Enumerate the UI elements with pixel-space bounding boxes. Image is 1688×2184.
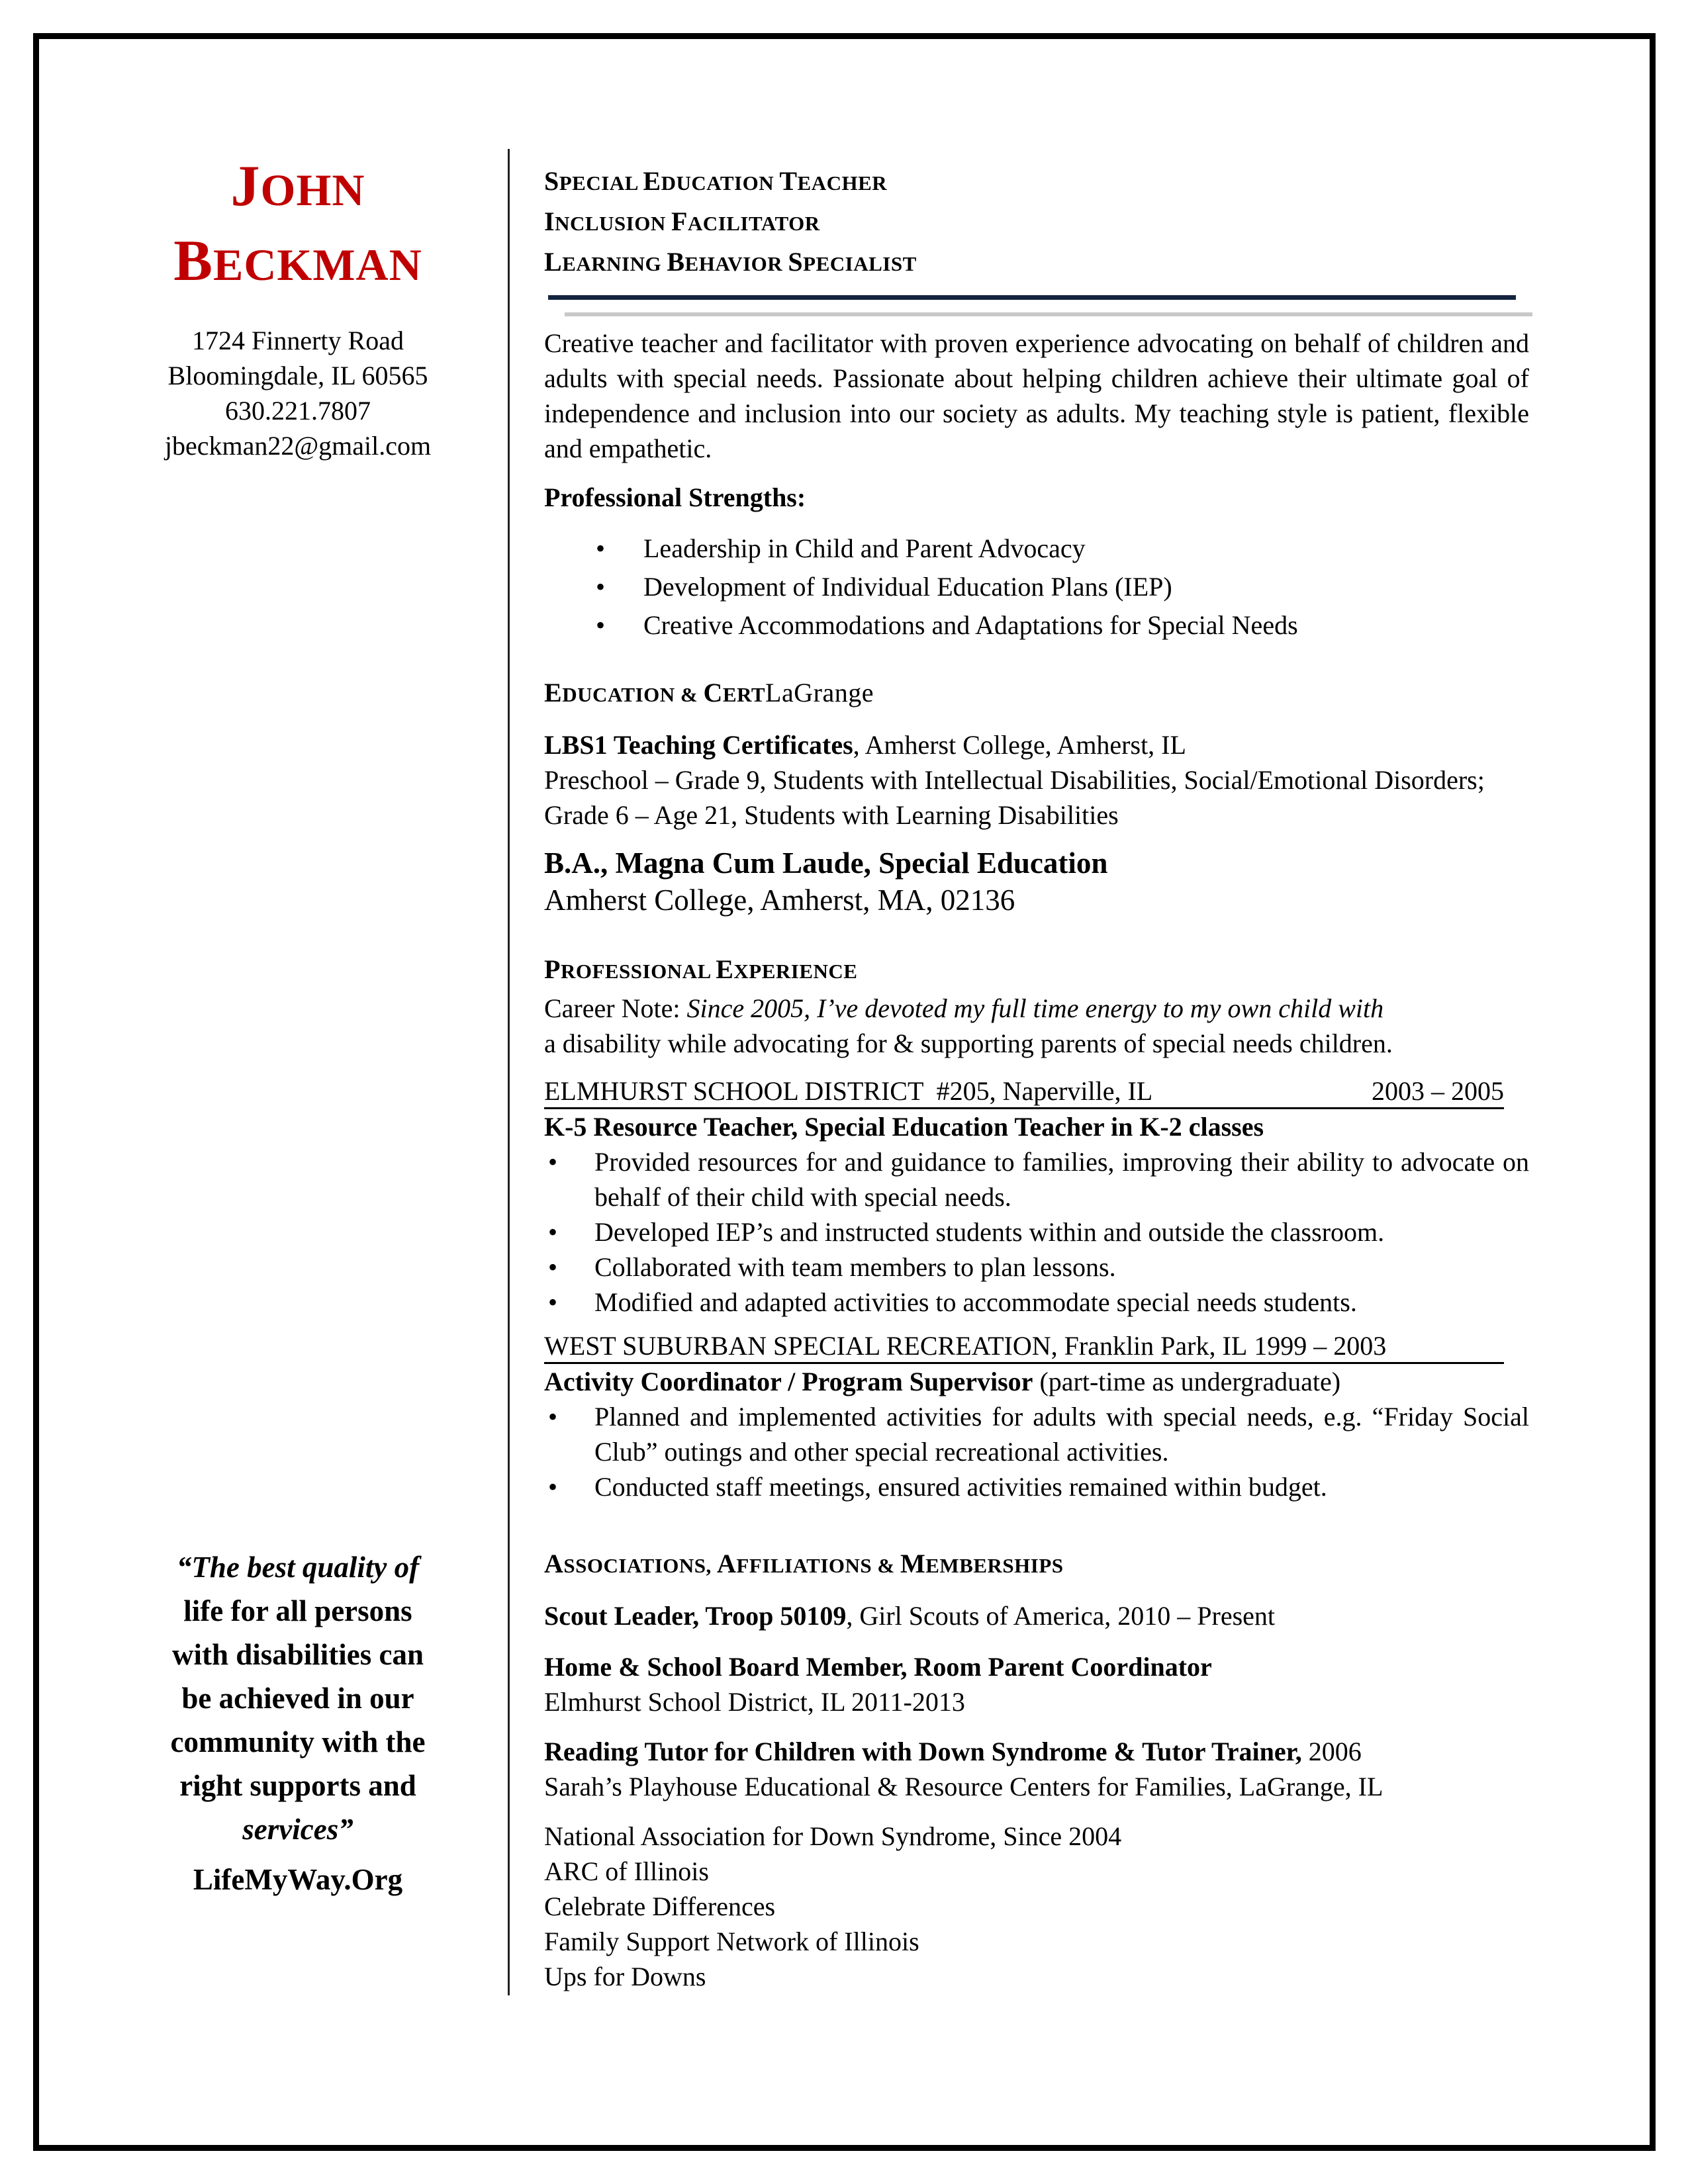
- list-item: • Provided resources for and guidance to families, improving their ability to advocate on behalf of their child with special needs.: [544, 1144, 1529, 1214]
- career-note: Career Note: Since 2005, I’ve devoted my full time energy to my own child with: [544, 993, 1384, 1023]
- quote-line: be achieved in our: [181, 1682, 414, 1715]
- quote-line: services”: [242, 1813, 353, 1846]
- membership-item: ARC of Illinois: [544, 1856, 709, 1886]
- position-title: K-5 Resource Teacher, Special Education Teacher in K-2 classes: [544, 1112, 1264, 1142]
- certification-detail: Preschool – Grade 9, Students with Intellectual Disabilities, Social/Emotional Disorders; Grade 6 – Age 21, Students with Learning Disabilities: [544, 765, 1485, 830]
- list-item: • Collaborated with team members to plan lessons.: [544, 1250, 1529, 1285]
- title-line: INCLUSION FACILITATOR: [544, 206, 820, 236]
- job-bullets: [544, 1144, 1529, 1320]
- summary-paragraph: Creative teacher and facilitator with proven experience advocating on behalf of children and adults with special needs. Passionate about helping children achieve their ultimate goal of independence and inclusion into our society as adults. My teaching style is patient, flexible and empathetic.: [544, 328, 1529, 463]
- education-section: [544, 674, 1529, 919]
- quote-line: “The best quality of: [176, 1551, 420, 1584]
- list-item: • Developed IEP’s and instructed students within and outside the classroom.: [544, 1214, 1529, 1250]
- job-titles: [544, 162, 1529, 283]
- job-entry: [544, 1330, 1529, 1504]
- experience-section: [544, 950, 1529, 1504]
- quote-line: right supports and: [179, 1769, 416, 1802]
- quote-source-link[interactable]: LifeMyWay.Org: [193, 1863, 403, 1896]
- job-bullets: [544, 1399, 1529, 1504]
- candidate-name: [119, 151, 477, 300]
- membership-item: Family Support Network of Illinois: [544, 1927, 919, 1956]
- membership-item: Ups for Downs: [544, 1962, 706, 1991]
- email-address[interactable]: jbeckman22@gmail.com: [164, 431, 432, 461]
- quote-block: [119, 1545, 477, 1901]
- column-divider: [508, 149, 510, 1995]
- strengths-section: [544, 480, 1529, 645]
- degree-title: B.A., Magna Cum Laude, Special Education: [544, 846, 1108, 880]
- list-item: • Conducted staff meetings, ensured activities remained within budget.: [544, 1469, 1529, 1504]
- employer-line: [544, 1330, 1504, 1364]
- strengths-heading: Professional Strengths:: [544, 482, 806, 512]
- certification-title: LBS1 Teaching Certificates: [544, 730, 853, 760]
- street-address: 1724 Finnerty Road: [192, 326, 404, 355]
- employer-name: ELMHURST SCHOOL DISTRICT #205, Naperville, IL: [544, 1076, 1153, 1106]
- employment-dates: 1999 – 2003: [1254, 1331, 1387, 1361]
- list-item: • Development of Individual Education Plans (IEP): [544, 568, 1529, 606]
- association-entry: Home & School Board Member, Room Parent Coordinator Elmhurst School District, IL 2011-2013: [544, 1652, 1212, 1717]
- phone-number[interactable]: 630.221.7807: [225, 396, 371, 426]
- title-line: SPECIAL EDUCATION TEACHER: [544, 166, 888, 196]
- strengths-list: [544, 529, 1529, 645]
- header-rule-gray: [565, 312, 1532, 316]
- list-item: • Modified and adapted activities to accommodate special needs students.: [544, 1285, 1529, 1320]
- experience-heading: PROFESSIONAL EXPERIENCE: [544, 954, 858, 984]
- certification-line: LBS1 Teaching Certificates, Amherst College, Amherst, IL: [544, 730, 1186, 760]
- list-item: • Leadership in Child and Parent Advocacy: [544, 529, 1529, 568]
- list-item: • Creative Accommodations and Adaptations for Special Needs: [544, 606, 1529, 645]
- quote-line: life for all persons: [183, 1594, 412, 1627]
- job-entry: [544, 1075, 1529, 1320]
- quote-line: community with the: [170, 1725, 426, 1758]
- list-item: • Planned and implemented activities for adults with special needs, e.g. “Friday Social Club” outings and other special recreational activities.: [544, 1399, 1529, 1469]
- employment-dates: 2003 – 2005: [1372, 1076, 1504, 1106]
- contact-block: [119, 323, 477, 463]
- header-rule-navy: [548, 295, 1516, 300]
- position-line: Activity Coordinator / Program Supervisor (part-time as undergraduate): [544, 1367, 1341, 1396]
- membership-item: National Association for Down Syndrome, Since 2004: [544, 1821, 1122, 1851]
- employer-line: [544, 1075, 1504, 1109]
- associations-section: [544, 1545, 1529, 1994]
- associations-heading: ASSOCIATIONS, AFFILIATIONS & MEMBERSHIPS: [544, 1549, 1064, 1578]
- membership-item: Celebrate Differences: [544, 1891, 776, 1921]
- first-name: JOHN: [230, 154, 365, 218]
- memberships-list: [544, 1819, 1529, 1994]
- degree-school: Amherst College, Amherst, MA, 02136: [544, 884, 1015, 917]
- association-entry: Reading Tutor for Children with Down Syndrome & Tutor Trainer, 2006 Sarah’s Playhouse Educational & Resource Centers for Families, LaGrange, IL: [544, 1737, 1383, 1801]
- position-title: Activity Coordinator / Program Supervisor: [544, 1367, 1033, 1396]
- quote-line: with disabilities can: [171, 1638, 424, 1671]
- last-name: BECKMAN: [173, 229, 422, 293]
- city-state-zip: Bloomingdale, IL 60565: [167, 361, 428, 390]
- title-line: LEARNING BEHAVIOR SPECIALIST: [544, 247, 917, 277]
- employer-name: WEST SUBURBAN SPECIAL RECREATION, Franklin Park, IL: [544, 1331, 1248, 1361]
- education-heading: EDUCATION & CERTLaGrange: [544, 678, 874, 707]
- career-note-cont: a disability while advocating for & supporting parents of special needs children.: [544, 1028, 1393, 1058]
- association-entry: Scout Leader, Troop 50109, Girl Scouts of America, 2010 – Present: [544, 1601, 1276, 1631]
